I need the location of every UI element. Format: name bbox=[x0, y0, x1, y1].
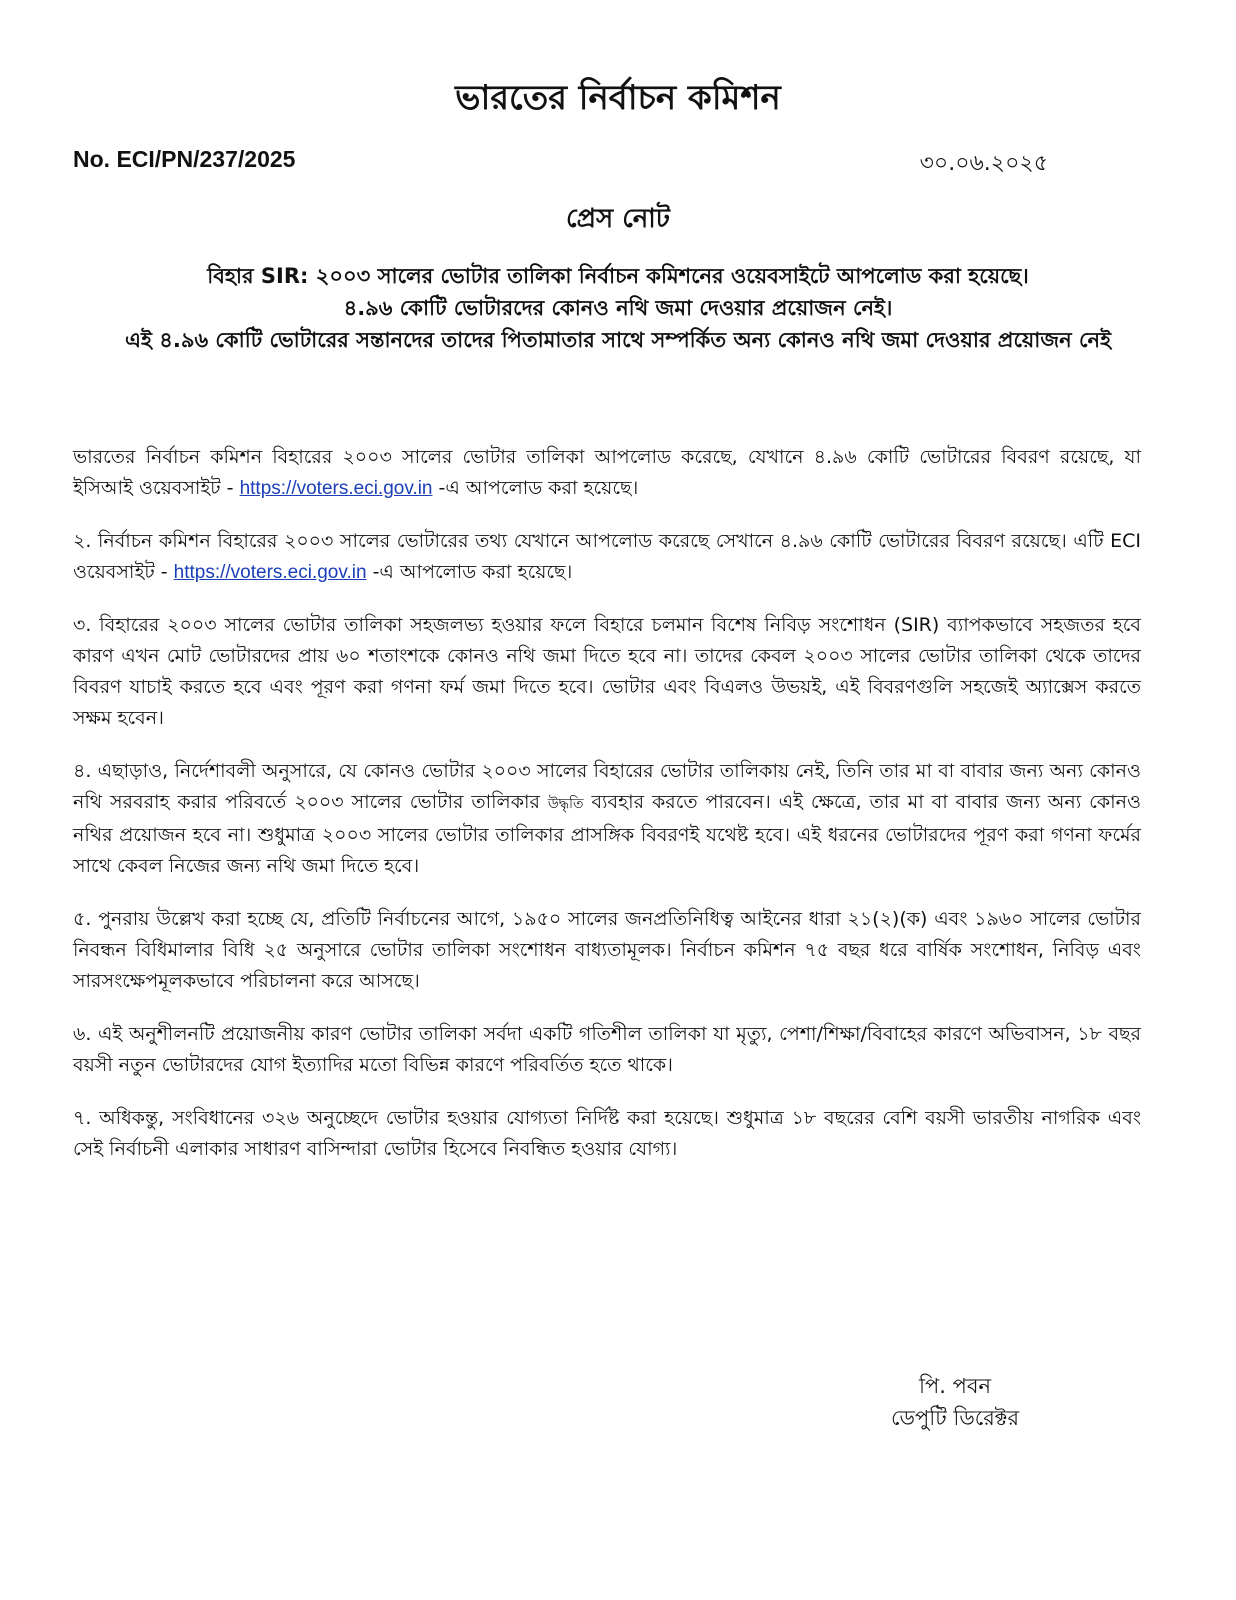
reference-date: ৩০.০৬.২০২৫ bbox=[919, 151, 1048, 176]
paragraph-4-small-word: উদ্ধৃতি bbox=[547, 796, 584, 812]
document-type-heading: প্রেস নোট bbox=[566, 204, 670, 234]
organization-title: ভারতের নির্বাচন কমিশন bbox=[455, 78, 781, 118]
paragraph-4-text: ৪. এছাড়াও, নির্দেশাবলী অনুসারে, যে কোনও ভোটার ২০০৩ সালের বিহারের ভোটার তালিকায় নেই, তিনি তার মা বা বাবার জন্য অন্য কোনও নথি সরবরাহ করার পরিবর্তে ২০০৩ সালের ভোটার তালিকার bbox=[73, 760, 1141, 813]
paragraph-1 bbox=[73, 442, 1141, 504]
paragraph-2-text: ২. নির্বাচন কমিশন বিহারের ২০০৩ সালের ভোটারের তথ্য যেখানে আপলোড করেছে সেখানে ৪.৯৬ কোটি ভোটারের বিবরণ রয়েছে। এটি ECI ওয়েবসাইট - bbox=[73, 530, 1141, 583]
paragraph-4-suffix: ব্যবহার করতে পারবেন। এই ক্ষেত্রে, তার মা বা বাবার জন্য অন্য কোনও নথির প্রয়োজন হবে না। শুধুমাত্র ২০০৩ সালের ভোটার তালিকার প্রাসঙ্গিক বিবরণই যথেষ্ট হবে। এই ধরনের ভোটারদের পূরণ করা গণনা ফর্মের সাথে কেবল নিজের জন্য নথি জমা দিতে হবে। bbox=[73, 791, 1141, 877]
paragraph-4 bbox=[73, 756, 1141, 882]
voters-portal-link[interactable]: https://voters.eci.gov.in bbox=[239, 478, 433, 499]
paragraph-2-suffix: -এ আপলোড করা হয়েছে। bbox=[366, 561, 573, 583]
body-text bbox=[73, 442, 1141, 1187]
headline-line-3: এই ৪.৯৬ কোটি ভোটারের সন্তানদের তাদের পিতামাতার সাথে সম্পর্কিত অন্য কোনও নথি জমা দেওয়ার প্রয়োজন নেই bbox=[125, 328, 1111, 352]
paragraph-7: ৭. অধিকন্তু, সংবিধানের ৩২৬ অনুচ্ছেদে ভোটার হওয়ার যোগ্যতা নির্দিষ্ট করা হয়েছে। শুধুমাত্র ১৮ বছরের বেশি বয়সী ভারতীয় নাগরিক এবং সেই নির্বাচনী এলাকার সাধারণ বাসিন্দারা ভোটার হিসেবে নিবন্ধিত হওয়ার যোগ্য। bbox=[73, 1107, 1141, 1160]
voters-portal-link-2[interactable]: https://voters.eci.gov.in bbox=[173, 562, 367, 583]
reference-number: No. ECI/PN/237/2025 bbox=[73, 146, 296, 172]
paragraph-1-text: ভারতের নির্বাচন কমিশন বিহারের ২০০৩ সালের ভোটার তালিকা আপলোড করেছে, যেখানে ৪.৯৬ কোটি ভোটারের বিবরণ রয়েছে, যা ইসিআই ওয়েবসাইট - bbox=[73, 446, 1141, 499]
signature-block bbox=[830, 1370, 1080, 1434]
signatory-designation: ডেপুটি ডিরেক্টর bbox=[890, 1406, 1020, 1430]
headline-line-1: বিহার SIR: ২০০৩ সালের ভোটার তালিকা নির্বাচন কমিশনের ওয়েবসাইটে আপলোড করা হয়েছে। bbox=[207, 264, 1029, 288]
paragraph-1-suffix: -এ আপলোড করা হয়েছে। bbox=[432, 477, 639, 499]
paragraph-5: ৫. পুনরায় উল্লেখ করা হচ্ছে যে, প্রতিটি নির্বাচনের আগে, ১৯৫০ সালের জনপ্রতিনিধিত্ব আইনের ধারা ২১(২)(ক) এবং ১৯৬০ সালের ভোটার নিবন্ধন বিধিমালার বিধি ২৫ অনুসারে ভোটার তালিকা সংশোধন বাধ্যতামূলক। নির্বাচন কমিশন ৭৫ বছর ধরে বার্ষিক সংশোধন, নিবিড় এবং সারসংক্ষেপমূলকভাবে পরিচালনা করে আসছে। bbox=[73, 908, 1141, 992]
headline-line-2: ৪.৯৬ কোটি ভোটারদের কোনও নথি জমা দেওয়ার প্রয়োজন নেই। bbox=[343, 296, 893, 320]
paragraph-6: ৬. এই অনুশীলনটি প্রয়োজনীয় কারণ ভোটার তালিকা সর্বদা একটি গতিশীল তালিকা যা মৃত্যু, পেশা/শিক্ষা/বিবাহের কারণে অভিবাসন, ১৮ বছর বয়সী নতুন ভোটারদের যোগ ইত্যাদির মতো বিভিন্ন কারণে পরিবর্তিত হতে থাকে। bbox=[73, 1023, 1141, 1076]
paragraph-2 bbox=[73, 526, 1141, 588]
signatory-name: পি. পবন bbox=[918, 1374, 992, 1398]
headline bbox=[73, 260, 1163, 356]
paragraph-3: ৩. বিহারের ২০০৩ সালের ভোটার তালিকা সহজলভ্য হওয়ার ফলে বিহারে চলমান বিশেষ নিবিড় সংশোধন (SIR) ব্যাপকভাবে সহজতর হবে কারণ এখন মোট ভোটারদের প্রায় ৬০ শতাংশকে কোনও নথি জমা দিতে হবে না। তাদের কেবল ২০০৩ সালের ভোটার তালিকা থেকে তাদের বিবরণ যাচাই করতে হবে এবং পূরণ করা গণনা ফর্ম জমা দিতে হবে। ভোটার এবং বিএলও উভয়ই, এই বিবরণগুলি সহজেই অ্যাক্সেস করতে সক্ষম হবেন। bbox=[73, 614, 1141, 729]
